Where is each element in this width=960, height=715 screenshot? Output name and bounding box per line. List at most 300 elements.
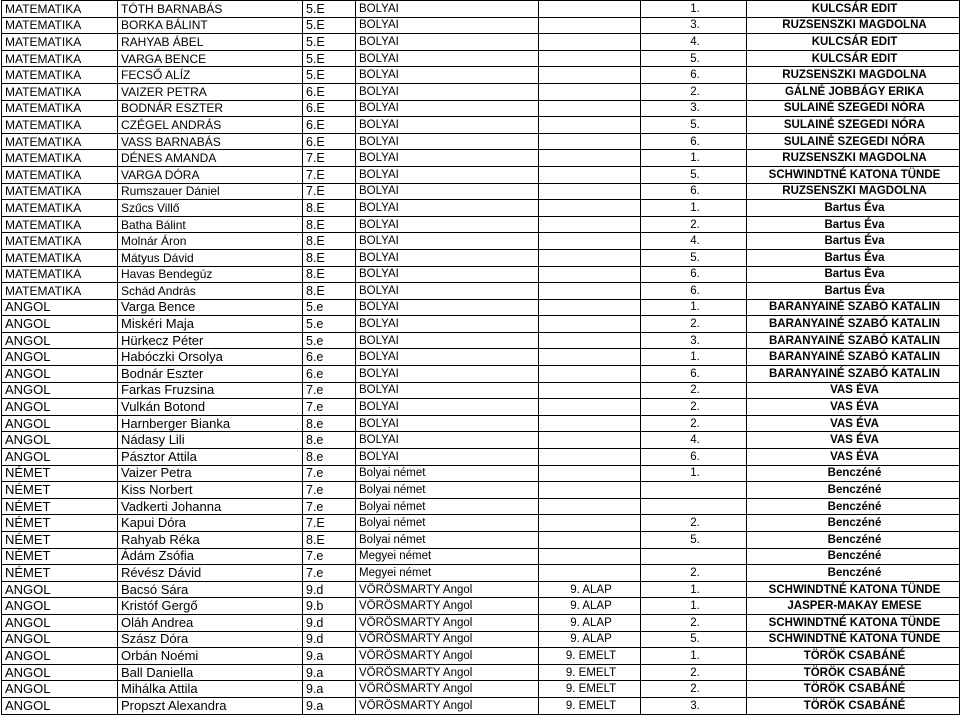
subject-cell: MATEMATIKA [2,233,118,250]
level-cell: 9. EMELT [539,648,641,665]
level-cell [539,482,641,499]
teacher-cell: SCHWINDTNÉ KATONA TÜNDE [747,631,960,648]
subject-cell: MATEMATIKA [2,216,118,233]
placement-cell: 6. [641,133,747,150]
teacher-cell: KULCSÁR EDIT [747,34,960,51]
teacher-cell: BARANYAINÉ SZABÓ KATALIN [747,316,960,333]
table-row [2,614,960,631]
subject-cell: MATEMATIKA [2,1,118,18]
table-row [2,482,960,499]
level-cell [539,50,641,67]
class-cell: 5.E [303,1,356,18]
teacher-cell: Benczéné [747,465,960,482]
placement-cell: 1. [641,299,747,316]
table-row [2,449,960,466]
teacher-cell: VAS ÉVA [747,432,960,449]
subject-cell: ANGOL [2,399,118,416]
subject-cell: MATEMATIKA [2,34,118,51]
class-cell: 5.e [303,316,356,333]
teacher-cell: SCHWINDTNÉ KATONA TÜNDE [747,614,960,631]
competition-cell: BOLYAI [356,233,539,250]
teacher-cell: RUZSENSZKI MAGDOLNA [747,150,960,167]
class-cell: 5.E [303,50,356,67]
table-row [2,166,960,183]
competition-cell: BOLYAI [356,366,539,383]
table-row [2,548,960,565]
table-row [2,581,960,598]
class-cell: 8.e [303,415,356,432]
table-row [2,565,960,582]
level-cell [539,415,641,432]
class-cell: 9.a [303,664,356,681]
level-cell [539,67,641,84]
table-row [2,100,960,117]
teacher-cell: Bartus Éva [747,216,960,233]
level-cell: 9. ALAP [539,581,641,598]
class-cell: 7.e [303,565,356,582]
student-name-cell: Mihálka Attila [118,681,303,698]
level-cell [539,166,641,183]
teacher-cell: SCHWINDTNÉ KATONA TÜNDE [747,166,960,183]
teacher-cell: Benczéné [747,565,960,582]
competition-cell: BOLYAI [356,133,539,150]
placement-cell: 3. [641,697,747,714]
competition-cell: BOLYAI [356,117,539,134]
student-name-cell: BORKA BÁLINT [118,17,303,34]
class-cell: 7.E [303,515,356,532]
table-row [2,183,960,200]
teacher-cell: VAS ÉVA [747,415,960,432]
competition-cell: BOLYAI [356,150,539,167]
results-table-body [2,1,960,715]
table-row [2,432,960,449]
competition-cell: VÖRÖSMARTY Angol [356,648,539,665]
placement-cell [641,498,747,515]
teacher-cell: SULAINÉ SZEGEDI NÓRA [747,117,960,134]
competition-cell: Bolyai német [356,465,539,482]
student-name-cell: Schád András [118,283,303,300]
table-row [2,465,960,482]
student-name-cell: TÓTH BARNABÁS [118,1,303,18]
table-row [2,415,960,432]
subject-cell: MATEMATIKA [2,266,118,283]
teacher-cell: BARANYAINÉ SZABÓ KATALIN [747,349,960,366]
level-cell [539,266,641,283]
competition-cell: VÖRÖSMARTY Angol [356,598,539,615]
student-name-cell: Szász Dóra [118,631,303,648]
student-name-cell: Ádám Zsófia [118,548,303,565]
level-cell [539,449,641,466]
table-row [2,67,960,84]
level-cell: 9. ALAP [539,614,641,631]
teacher-cell: Bartus Éva [747,249,960,266]
subject-cell: NÉMET [2,565,118,582]
subject-cell: ANGOL [2,349,118,366]
class-cell: 6.E [303,133,356,150]
competition-cell: BOLYAI [356,17,539,34]
student-name-cell: Ball Daniella [118,664,303,681]
subject-cell: ANGOL [2,316,118,333]
subject-cell: ANGOL [2,648,118,665]
table-row [2,515,960,532]
level-cell [539,133,641,150]
subject-cell: MATEMATIKA [2,249,118,266]
subject-cell: MATEMATIKA [2,166,118,183]
student-name-cell: DÉNES AMANDA [118,150,303,167]
teacher-cell: SULAINÉ SZEGEDI NÓRA [747,133,960,150]
level-cell [539,83,641,100]
student-name-cell: VAIZER PETRA [118,83,303,100]
placement-cell: 6. [641,266,747,283]
student-name-cell: Farkas Fruzsina [118,382,303,399]
competition-cell: BOLYAI [356,249,539,266]
class-cell: 9.d [303,614,356,631]
competition-cell: BOLYAI [356,382,539,399]
teacher-cell: KULCSÁR EDIT [747,1,960,18]
level-cell [539,349,641,366]
level-cell [539,382,641,399]
teacher-cell: BARANYAINÉ SZABÓ KATALIN [747,299,960,316]
student-name-cell: BODNÁR ESZTER [118,100,303,117]
level-cell [539,17,641,34]
subject-cell: MATEMATIKA [2,200,118,217]
level-cell [539,183,641,200]
table-row [2,50,960,67]
class-cell: 8.E [303,532,356,549]
competition-cell: VÖRÖSMARTY Angol [356,581,539,598]
placement-cell: 6. [641,283,747,300]
subject-cell: ANGOL [2,449,118,466]
placement-cell: 6. [641,67,747,84]
class-cell: 6.e [303,349,356,366]
subject-cell: MATEMATIKA [2,150,118,167]
class-cell: 8.E [303,266,356,283]
class-cell: 7.E [303,183,356,200]
subject-cell: NÉMET [2,532,118,549]
class-cell: 9.a [303,648,356,665]
competition-cell: BOLYAI [356,1,539,18]
table-row [2,1,960,18]
class-cell: 5.E [303,34,356,51]
class-cell: 5.e [303,332,356,349]
competition-cell: BOLYAI [356,332,539,349]
class-cell: 6.E [303,117,356,134]
student-name-cell: Propszt Alexandra [118,697,303,714]
subject-cell: MATEMATIKA [2,133,118,150]
placement-cell: 6. [641,449,747,466]
competition-cell: BOLYAI [356,415,539,432]
subject-cell: NÉMET [2,498,118,515]
student-name-cell: Vaizer Petra [118,465,303,482]
subject-cell: ANGOL [2,664,118,681]
table-row [2,681,960,698]
placement-cell: 2. [641,681,747,698]
teacher-cell: JASPER-MAKAY EMESE [747,598,960,615]
student-name-cell: Bodnár Eszter [118,366,303,383]
teacher-cell: KULCSÁR EDIT [747,50,960,67]
student-name-cell: VASS BARNABÁS [118,133,303,150]
table-row [2,648,960,665]
competition-cell: BOLYAI [356,200,539,217]
teacher-cell: TÖRÖK CSABÁNÉ [747,681,960,698]
teacher-cell: RUZSENSZKI MAGDOLNA [747,17,960,34]
level-cell [539,117,641,134]
placement-cell: 1. [641,349,747,366]
competition-cell: BOLYAI [356,349,539,366]
table-row [2,498,960,515]
level-cell [539,548,641,565]
level-cell [539,316,641,333]
level-cell: 9. EMELT [539,697,641,714]
subject-cell: MATEMATIKA [2,50,118,67]
placement-cell: 1. [641,598,747,615]
table-row [2,283,960,300]
placement-cell: 2. [641,382,747,399]
level-cell: 9. ALAP [539,631,641,648]
placement-cell: 2. [641,399,747,416]
level-cell [539,399,641,416]
class-cell: 6.e [303,366,356,383]
competition-cell: BOLYAI [356,216,539,233]
competition-cell: BOLYAI [356,449,539,466]
teacher-cell: SULAINÉ SZEGEDI NÓRA [747,100,960,117]
level-cell: 9. EMELT [539,664,641,681]
table-row [2,399,960,416]
placement-cell: 4. [641,233,747,250]
placement-cell: 3. [641,100,747,117]
competition-cell: BOLYAI [356,83,539,100]
class-cell: 8.E [303,249,356,266]
level-cell [539,100,641,117]
class-cell: 7.e [303,548,356,565]
teacher-cell: Benczéné [747,482,960,499]
teacher-cell: Benczéné [747,548,960,565]
student-name-cell: Harnberger Bianka [118,415,303,432]
class-cell: 8.e [303,449,356,466]
class-cell: 8.E [303,283,356,300]
table-row [2,216,960,233]
class-cell: 7.e [303,465,356,482]
competition-cell: BOLYAI [356,399,539,416]
class-cell: 8.E [303,200,356,217]
level-cell [539,233,641,250]
student-name-cell: Bacsó Sára [118,581,303,598]
teacher-cell: Bartus Éva [747,266,960,283]
competition-cell: Bolyai német [356,498,539,515]
competition-cell: BOLYAI [356,34,539,51]
level-cell [539,34,641,51]
subject-cell: MATEMATIKA [2,83,118,100]
student-name-cell: Batha Bálint [118,216,303,233]
class-cell: 9.d [303,631,356,648]
table-row [2,332,960,349]
subject-cell: ANGOL [2,598,118,615]
student-name-cell: Révész Dávid [118,565,303,582]
level-cell [539,200,641,217]
subject-cell: ANGOL [2,681,118,698]
placement-cell: 5. [641,50,747,67]
teacher-cell: TÖRÖK CSABÁNÉ [747,697,960,714]
competition-cell: Bolyai német [356,515,539,532]
subject-cell: ANGOL [2,614,118,631]
teacher-cell: Bartus Éva [747,283,960,300]
teacher-cell: SCHWINDTNÉ KATONA TÜNDE [747,581,960,598]
student-name-cell: Rahyab Réka [118,532,303,549]
competition-cell: BOLYAI [356,166,539,183]
placement-cell [641,548,747,565]
table-row [2,697,960,714]
placement-cell [641,482,747,499]
student-name-cell: Pásztor Attila [118,449,303,466]
class-cell: 7.E [303,166,356,183]
subject-cell: MATEMATIKA [2,67,118,84]
placement-cell: 2. [641,565,747,582]
subject-cell: NÉMET [2,548,118,565]
subject-cell: MATEMATIKA [2,17,118,34]
placement-cell: 5. [641,631,747,648]
placement-cell: 1. [641,581,747,598]
subject-cell: ANGOL [2,432,118,449]
placement-cell: 2. [641,515,747,532]
subject-cell: ANGOL [2,366,118,383]
class-cell: 6.E [303,83,356,100]
student-name-cell: Rumszauer Dániel [118,183,303,200]
table-row [2,532,960,549]
placement-cell: 5. [641,117,747,134]
subject-cell: MATEMATIKA [2,117,118,134]
placement-cell: 2. [641,664,747,681]
teacher-cell: Benczéné [747,498,960,515]
student-name-cell: Miskéri Maja [118,316,303,333]
table-row [2,316,960,333]
student-name-cell: VARGA BENCE [118,50,303,67]
placement-cell: 1. [641,150,747,167]
teacher-cell: VAS ÉVA [747,382,960,399]
competition-cell: BOLYAI [356,100,539,117]
student-name-cell: Havas Bendegúz [118,266,303,283]
subject-cell: ANGOL [2,415,118,432]
placement-cell: 2. [641,614,747,631]
table-row [2,349,960,366]
table-row [2,83,960,100]
class-cell: 9.a [303,697,356,714]
teacher-cell: Bartus Éva [747,233,960,250]
subject-cell: NÉMET [2,482,118,499]
placement-cell: 6. [641,183,747,200]
competition-cell: BOLYAI [356,283,539,300]
teacher-cell: RUZSENSZKI MAGDOLNA [747,67,960,84]
placement-cell: 2. [641,83,747,100]
level-cell [539,515,641,532]
class-cell: 7.E [303,150,356,167]
class-cell: 6.E [303,100,356,117]
placement-cell: 1. [641,1,747,18]
placement-cell: 2. [641,216,747,233]
student-name-cell: Varga Bence [118,299,303,316]
student-name-cell: Vulkán Botond [118,399,303,416]
teacher-cell: VAS ÉVA [747,399,960,416]
table-row [2,366,960,383]
teacher-cell: Benczéné [747,515,960,532]
teacher-cell: Benczéné [747,532,960,549]
placement-cell: 5. [641,249,747,266]
competition-cell: BOLYAI [356,50,539,67]
table-row [2,631,960,648]
class-cell: 7.e [303,382,356,399]
subject-cell: NÉMET [2,515,118,532]
placement-cell: 1. [641,465,747,482]
teacher-cell: Bartus Éva [747,200,960,217]
placement-cell: 2. [641,316,747,333]
competition-cell: VÖRÖSMARTY Angol [356,681,539,698]
table-row [2,150,960,167]
competition-cell: BOLYAI [356,299,539,316]
teacher-cell: TÖRÖK CSABÁNÉ [747,664,960,681]
table-row [2,598,960,615]
student-name-cell: FECSŐ ALÍZ [118,67,303,84]
competition-cell: Bolyai német [356,482,539,499]
level-cell: 9. EMELT [539,681,641,698]
level-cell [539,1,641,18]
class-cell: 5.e [303,299,356,316]
subject-cell: ANGOL [2,382,118,399]
competition-cell: VÖRÖSMARTY Angol [356,697,539,714]
class-cell: 9.d [303,581,356,598]
subject-cell: NÉMET [2,465,118,482]
competition-cell: BOLYAI [356,266,539,283]
student-name-cell: VARGA DÓRA [118,166,303,183]
subject-cell: ANGOL [2,581,118,598]
level-cell [539,532,641,549]
class-cell: 7.e [303,498,356,515]
competition-cell: BOLYAI [356,183,539,200]
teacher-cell: VAS ÉVA [747,449,960,466]
competition-cell: VÖRÖSMARTY Angol [356,664,539,681]
level-cell [539,216,641,233]
class-cell: 9.a [303,681,356,698]
level-cell [539,299,641,316]
level-cell [539,465,641,482]
competition-cell: Bolyai német [356,532,539,549]
table-row [2,17,960,34]
class-cell: 9.b [303,598,356,615]
student-name-cell: Kiss Norbert [118,482,303,499]
student-name-cell: RAHYAB ÁBEL [118,34,303,51]
placement-cell: 5. [641,532,747,549]
results-table [1,0,960,715]
class-cell: 5.E [303,67,356,84]
level-cell [539,249,641,266]
level-cell [539,150,641,167]
subject-cell: ANGOL [2,697,118,714]
teacher-cell: GÁLNÉ JOBBÁGY ERIKA [747,83,960,100]
teacher-cell: BARANYAINÉ SZABÓ KATALIN [747,366,960,383]
subject-cell: ANGOL [2,332,118,349]
class-cell: 8.E [303,216,356,233]
subject-cell: MATEMATIKA [2,100,118,117]
class-cell: 8.e [303,432,356,449]
subject-cell: ANGOL [2,631,118,648]
competition-cell: Megyei német [356,548,539,565]
placement-cell: 3. [641,332,747,349]
teacher-cell: RUZSENSZKI MAGDOLNA [747,183,960,200]
class-cell: 5.E [303,17,356,34]
student-name-cell: Orbán Noémi [118,648,303,665]
table-row [2,133,960,150]
level-cell [539,283,641,300]
table-row [2,34,960,51]
placement-cell: 2. [641,415,747,432]
